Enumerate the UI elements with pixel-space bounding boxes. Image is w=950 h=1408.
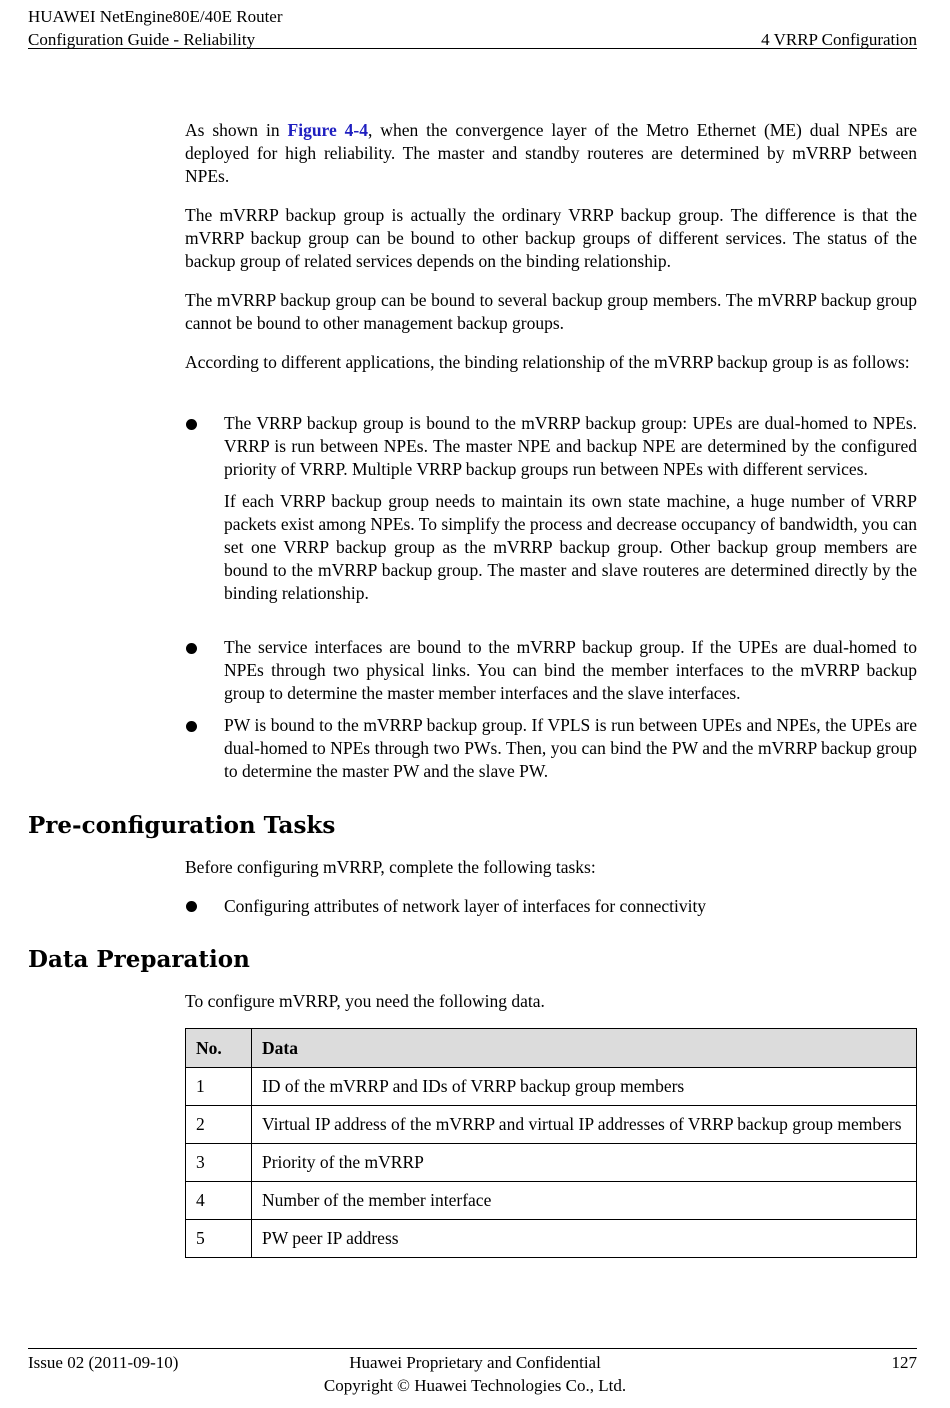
column-header-data: Data xyxy=(252,1029,917,1068)
figure-reference-link[interactable]: Figure 4-4 xyxy=(287,120,369,140)
bullet-item-pw-binding xyxy=(224,714,917,784)
intro-p1-prefix: As shown in xyxy=(185,120,288,140)
intro-p3: The mVRRP backup group can be bound to several backup group members. The mVRRP backup group cannot be bound to other management backup groups. xyxy=(185,290,917,334)
header-product: HUAWEI NetEngine80E/40E Router xyxy=(28,7,283,26)
footer-center xyxy=(0,1351,950,1397)
table-row xyxy=(186,1144,917,1182)
header-guide: Configuration Guide - Reliability xyxy=(28,30,256,49)
header-divider xyxy=(28,48,917,49)
footer-copyright: Copyright © Huawei Technologies Co., Ltd. xyxy=(323,1376,627,1395)
intro-paragraph-1 xyxy=(185,119,917,189)
page-header-left xyxy=(28,5,283,51)
section-heading-preconfig: Pre-configuration Tasks xyxy=(28,812,336,839)
intro-paragraph-2 xyxy=(185,204,917,274)
bullet-sub-paragraph: If each VRRP backup group needs to maintain its own state machine, a huge number of VRRP packets exist among NPEs. To simplify the process and decrease occupancy of bandwidth, you can set one VRRP backup group as the mVRRP backup group. Other backup group members are bound to the mVRRP backup group. The master and slave routeres are determined directly by the binding relationship. xyxy=(224,490,917,604)
table-row xyxy=(186,1182,917,1220)
intro-paragraph-4 xyxy=(185,351,917,374)
bullet-dot xyxy=(186,721,197,732)
bullet-text: The service interfaces are bound to the mVRRP backup group. If the UPEs are dual-homed to NPEs through two physical links. You can bind the member interfaces to the mVRRP backup group to determine the master member interfaces and the slave interfaces. xyxy=(224,637,917,704)
table-header-row xyxy=(186,1029,917,1068)
table-cell-no: 1 xyxy=(186,1068,252,1106)
header-chapter: 4 VRRP Configuration xyxy=(761,30,917,49)
bullet-dot xyxy=(186,643,197,654)
section-heading-data-preparation: Data Preparation xyxy=(28,946,250,973)
preconfig-intro xyxy=(185,856,917,879)
data-prep-intro-text: To configure mVRRP, you need the following data. xyxy=(185,991,545,1011)
bullet-item-vrrp-binding xyxy=(224,412,917,606)
bullet-text: PW is bound to the mVRRP backup group. If VPLS is run between UPEs and NPEs, the UPEs are dual-homed to NPEs through two PWs. Then, you can bind the PW and the mVRRP backup group to determine the master PW and the slave PW. xyxy=(224,715,917,782)
bullet-text: The VRRP backup group is bound to the mVRRP backup group: UPEs are dual-homed to NPEs. VRRP is run between NPEs. The master NPE and backup NPE are determined by the configured priority of VRRP. Multiple VRRP backup groups run between NPEs with different services. xyxy=(224,413,917,480)
intro-p1-rest: , when the convergence layer of the Metro Ethernet (ME) dual NPEs are deployed for high reliability. The master and standby routeres are determined by mVRRP between NPEs. xyxy=(185,120,917,187)
bullet-dot xyxy=(186,901,197,912)
table-cell-data: Priority of the mVRRP xyxy=(252,1144,917,1182)
intro-p4: According to different applications, the binding relationship of the mVRRP backup group is as follows: xyxy=(185,352,910,372)
footer-confidential: Huawei Proprietary and Confidential xyxy=(349,1353,601,1372)
intro-paragraph-3 xyxy=(185,289,917,335)
table-row xyxy=(186,1106,917,1144)
table-cell-no: 5 xyxy=(186,1220,252,1258)
table-cell-no: 4 xyxy=(186,1182,252,1220)
footer-divider xyxy=(28,1348,917,1349)
data-preparation-table xyxy=(185,1028,917,1258)
table-cell-data: ID of the mVRRP and IDs of VRRP backup group members xyxy=(252,1068,917,1106)
table-cell-data: PW peer IP address xyxy=(252,1220,917,1258)
table-cell-no: 3 xyxy=(186,1144,252,1182)
table-cell-no: 2 xyxy=(186,1106,252,1144)
footer-page-number: 127 xyxy=(891,1353,917,1372)
intro-p2: The mVRRP backup group is actually the ordinary VRRP backup group. The difference is that the mVRRP backup group can be bound to other backup groups of different services. The status of the backup group of related services depends on the binding relationship. xyxy=(185,205,917,272)
table-row xyxy=(186,1068,917,1106)
table-cell-data: Virtual IP address of the mVRRP and virtual IP addresses of VRRP backup group members xyxy=(252,1106,917,1144)
preconfig-intro-text: Before configuring mVRRP, complete the following tasks: xyxy=(185,857,596,877)
table-row xyxy=(186,1220,917,1258)
footer-issue: Issue 02 (2011-09-10) xyxy=(28,1353,179,1372)
bullet-item-interface-binding xyxy=(224,636,917,706)
bullet-text: Configuring attributes of network layer of interfaces for connectivity xyxy=(224,896,707,916)
data-prep-intro xyxy=(185,990,917,1013)
preconfig-bullet-item xyxy=(224,895,917,918)
bullet-dot xyxy=(186,419,197,430)
column-header-no: No. xyxy=(186,1029,252,1068)
table-cell-data: Number of the member interface xyxy=(252,1182,917,1220)
